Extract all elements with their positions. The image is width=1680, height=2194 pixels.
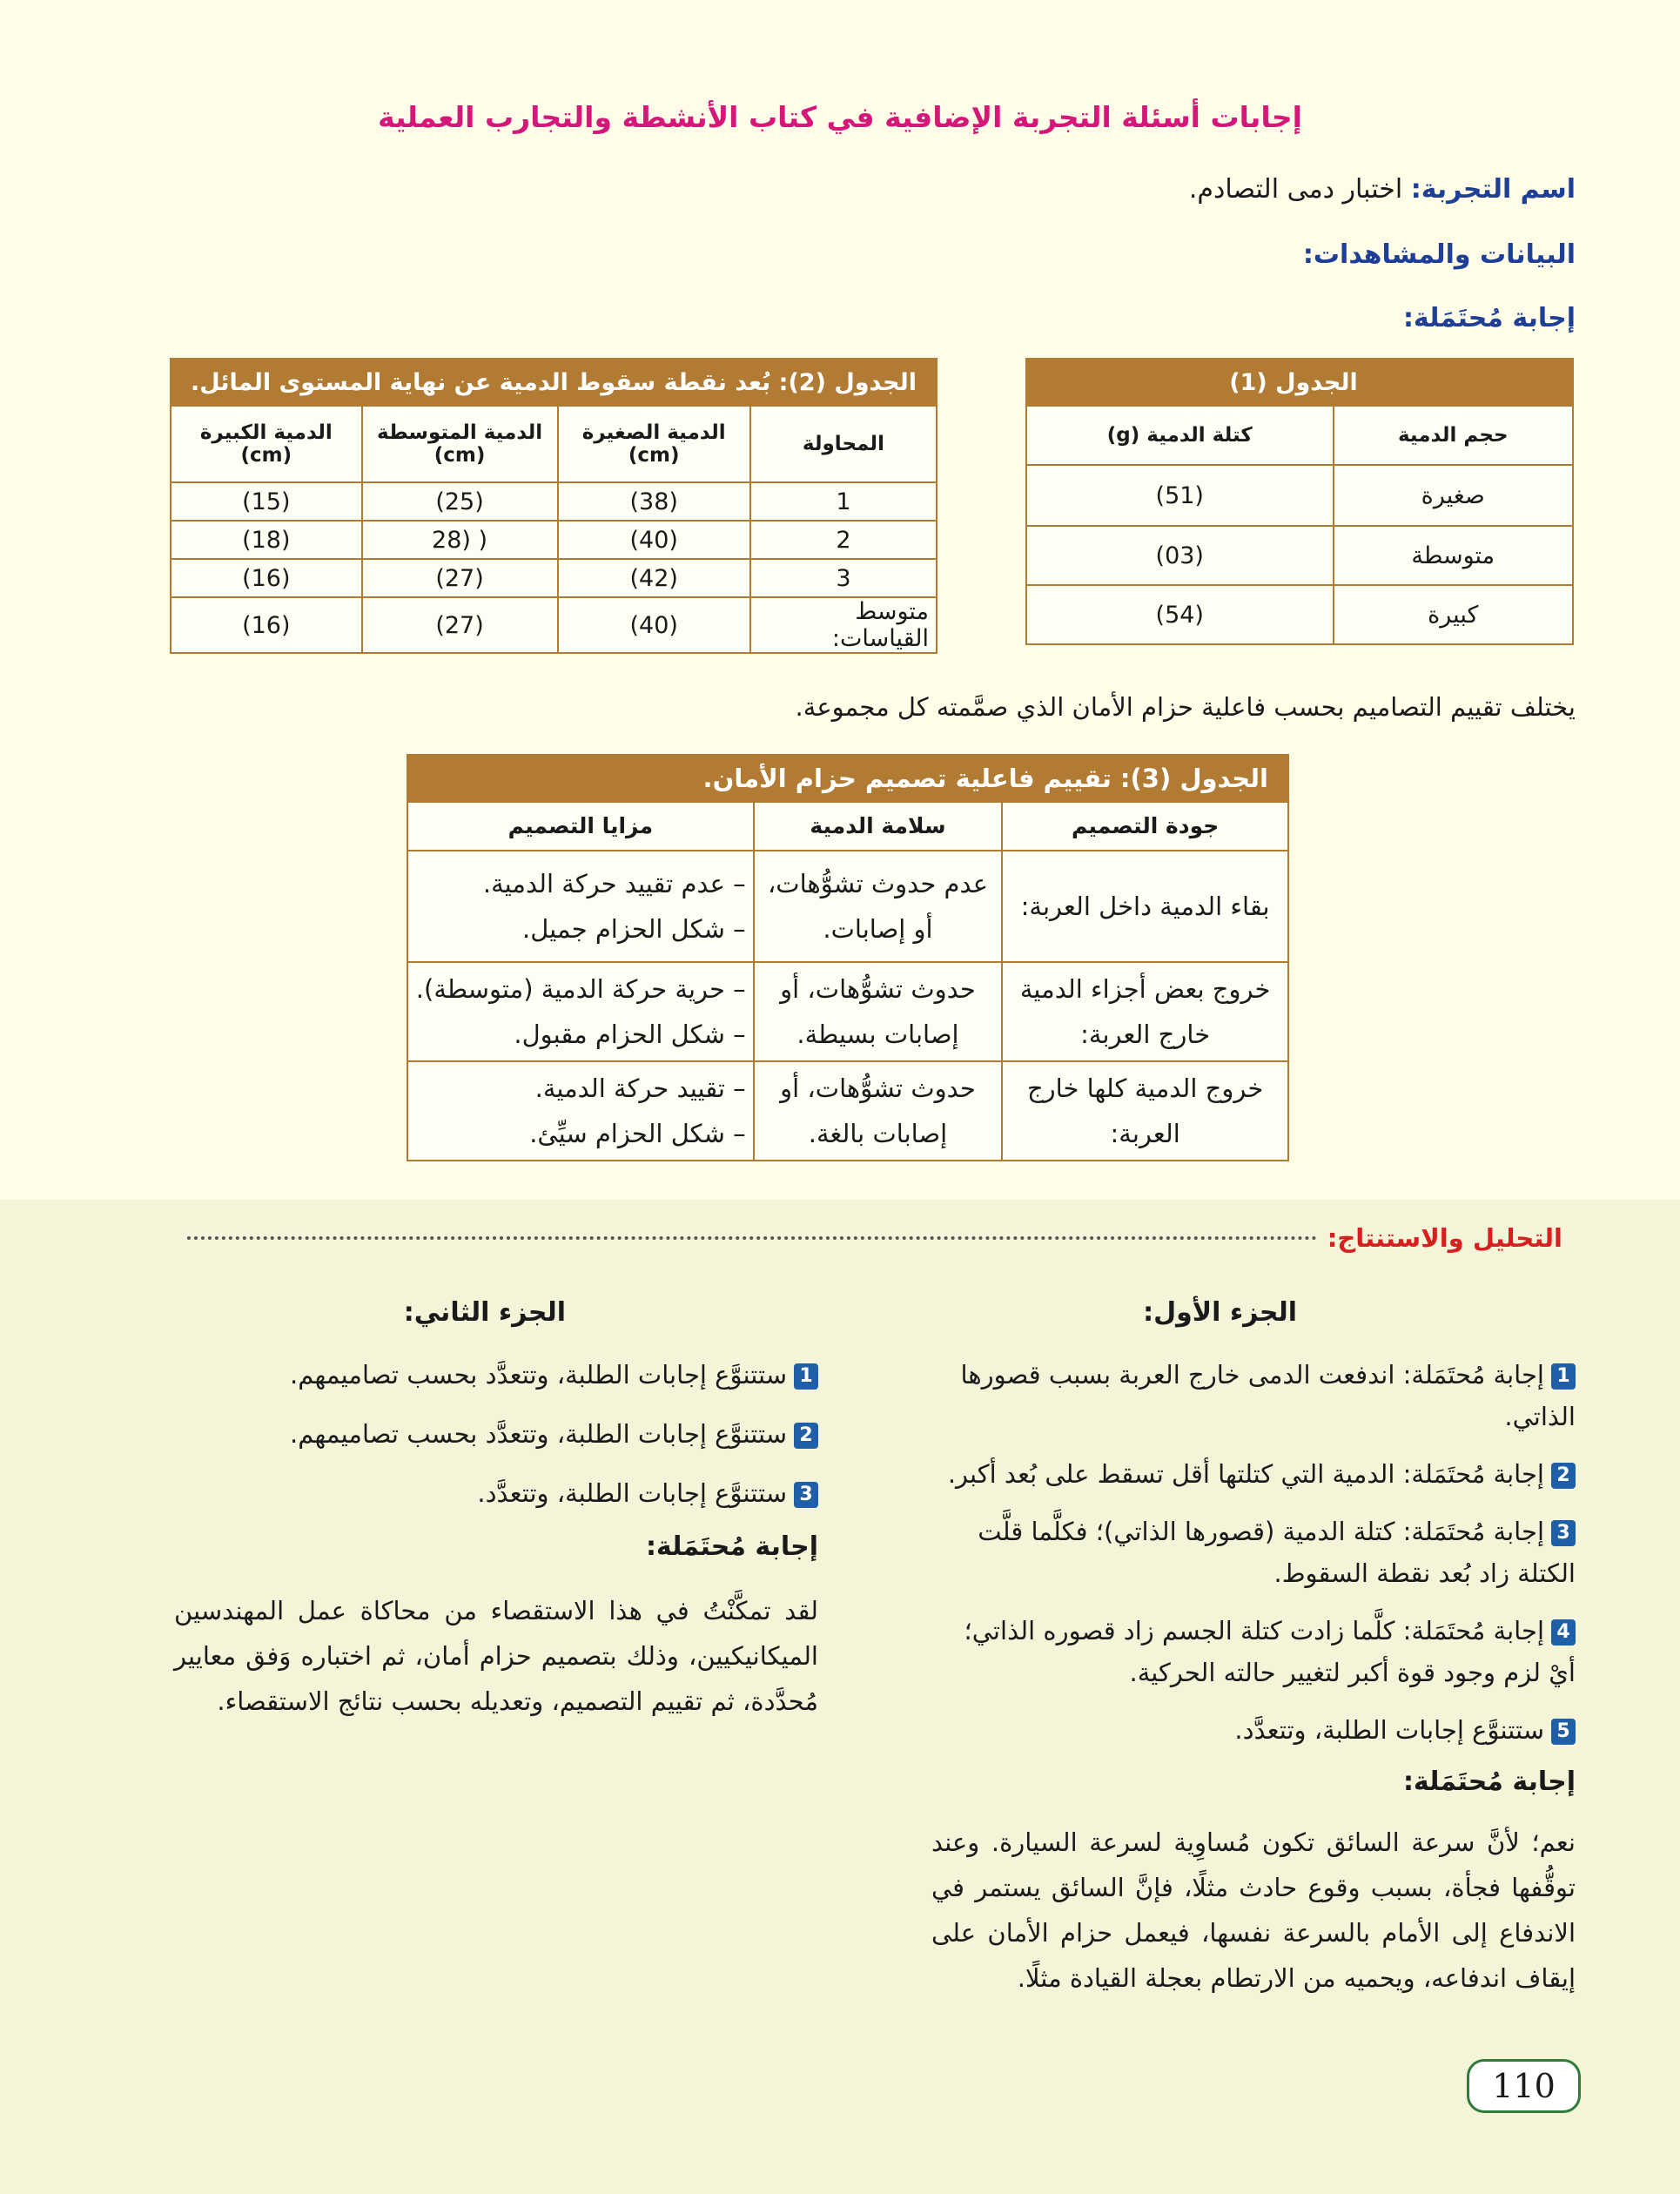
- list-item: [931, 1453, 1576, 1495]
- table-cell: (54): [1026, 585, 1334, 644]
- dotted-divider: [187, 1236, 1345, 1240]
- item-number-badge: 1: [1551, 1363, 1576, 1390]
- list-item: [174, 1354, 818, 1396]
- part-2-answer-text: لقد تمكَّنْتُ في هذا الاستقصاء من محاكاة عمل المهندسين الميكانيكيين، وذلك بتصميم حزام أمان، ثم اختباره وَفق معايير مُحدَّدة، ثم تقييم التصميم، وتعديله بحسب نتائج الاستقصاء.: [174, 1596, 818, 1716]
- table-3-header: سلامة الدمية: [754, 802, 1003, 851]
- list-item: [931, 1511, 1576, 1594]
- item-number-badge: 4: [1551, 1619, 1576, 1646]
- list-item: [931, 1610, 1576, 1693]
- table-row: [407, 1061, 1288, 1161]
- item-number-badge: 3: [1551, 1520, 1576, 1546]
- page-number: 110: [1467, 2059, 1581, 2113]
- part-2-list: [174, 1354, 818, 1724]
- list-item: [931, 1709, 1576, 1751]
- table-cell: 1: [750, 482, 937, 521]
- table-1: [1025, 358, 1574, 645]
- table-2: [170, 358, 937, 654]
- part-2-answer-label: إجابة مُحتَمَلة:: [645, 1531, 818, 1562]
- table-cell: (38): [558, 482, 750, 521]
- table-row: [171, 521, 937, 559]
- table-cell: – تقييد حركة الدمية. – شكل الحزام سيِّئ.: [407, 1061, 754, 1161]
- table-cell: حدوث تشوُّهات، أو إصابات بسيطة.: [754, 962, 1003, 1061]
- table-cell: كبيرة: [1334, 585, 1574, 644]
- item-text: ستتنوَّع إجابات الطلبة، وتتعدَّد بحسب تصاميمهم.: [290, 1360, 787, 1390]
- table-cell: حدوث تشوُّهات، أو إصابات بالغة.: [754, 1061, 1003, 1161]
- list-item: [174, 1472, 818, 1514]
- table-3-caption: الجدول (3): تقييم فاعلية تصميم حزام الأمان.: [407, 755, 1288, 802]
- table-cell: (16): [171, 597, 362, 653]
- part-1-answer-text: نعم؛ لأنَّ سرعة السائق تكون مُساوِية لسرعة السيارة. وعند توقُّفها فجأة، بسبب وقوع حادث مثلًا، فإنَّ السائق يستمر في الاندفاع إلى الأمام بالسرعة نفسها، فيعمل حزام الأمان على إيقاف اندفاعه، ويحميه من الارتطام بعجلة القيادة مثلًا.: [931, 1827, 1576, 1993]
- table-cell: (27): [362, 559, 558, 597]
- item-text: إجابة مُحتَمَلة: كتلة الدمية (قصورها الذاتي)؛ فكلَّما قلَّت الكتلة زاد بُعد نقطة السقوط.: [978, 1517, 1576, 1588]
- table-cell: (51): [1026, 465, 1334, 526]
- item-number-badge: 3: [794, 1482, 818, 1508]
- table-2-header: المحاولة: [750, 406, 937, 482]
- table-row: [171, 482, 937, 521]
- table-2-caption: الجدول (2): بُعد نقطة سقوط الدمية عن نهاية المستوى المائل.: [171, 359, 937, 406]
- list-item: [174, 1413, 818, 1455]
- table-1-header: كتلة الدمية (g): [1026, 406, 1334, 465]
- table-cell: – عدم تقييد حركة الدمية. – شكل الحزام جميل.: [407, 851, 754, 962]
- item-text: إجابة مُحتَمَلة: الدمية التي كتلتها أقل تسقط على بُعد أكبر.: [947, 1459, 1544, 1489]
- item-text: إجابة مُحتَمَلة: كلَّما زادت كتلة الجسم زاد قصوره الذاتي؛ أيْ لزم وجود قوة أكبر لتغيير حالته الحركية.: [964, 1616, 1576, 1687]
- part-1-list: [931, 1354, 1576, 2001]
- table-row: [171, 597, 937, 653]
- part-2-title: الجزء الثاني:: [403, 1297, 566, 1328]
- list-item: [931, 1354, 1576, 1437]
- item-number-badge: 2: [1551, 1463, 1576, 1489]
- table-cell: (03): [1026, 526, 1334, 585]
- item-text: إجابة مُحتَمَلة: اندفعت الدمى خارج العربة بسبب قصورها الذاتي.: [960, 1360, 1576, 1431]
- table-row: [1026, 465, 1573, 526]
- table-1-caption: الجدول (1): [1026, 359, 1573, 406]
- item-text: ستتنوَّع إجابات الطلبة، وتتعدَّد بحسب تصاميمهم.: [290, 1419, 787, 1449]
- table-cell: خروج بعض أجزاء الدمية خارج العربة:: [1002, 962, 1288, 1061]
- table-cell: صغيرة: [1334, 465, 1574, 526]
- page-title: إجابات أسئلة التجربة الإضافية في كتاب الأنشطة والتجارب العملية: [378, 100, 1302, 134]
- table-3-header: مزايا التصميم: [407, 802, 754, 851]
- experiment-value: اختبار دمى التصادم.: [1188, 174, 1403, 205]
- table-cell: – حرية حركة الدمية (متوسطة). – شكل الحزام مقبول.: [407, 962, 754, 1061]
- analysis-heading: التحليل والاستنتاج:: [1319, 1223, 1562, 1253]
- table-cell: (42): [558, 559, 750, 597]
- part-1-title: الجزء الأول:: [1143, 1297, 1297, 1328]
- table-cell: عدم حدوث تشوُّهات، أو إصابات.: [754, 851, 1003, 962]
- experiment-line: [1189, 174, 1576, 205]
- table-cell: 3: [750, 559, 937, 597]
- table-1-header: حجم الدمية: [1334, 406, 1574, 465]
- table-cell: (25): [362, 482, 558, 521]
- table-row: [171, 559, 937, 597]
- item-number-badge: 5: [1551, 1719, 1576, 1745]
- item-text: ستتنوَّع إجابات الطلبة، وتتعدَّد.: [477, 1478, 787, 1508]
- evaluation-note: يختلف تقييم التصاميم بحسب فاعلية حزام الأمان الذي صمَّمته كل مجموعة.: [795, 692, 1576, 722]
- table-cell: (18): [171, 521, 362, 559]
- table-row: [1026, 526, 1573, 585]
- table-cell: خروج الدمية كلها خارج العربة:: [1002, 1061, 1288, 1161]
- table-cell: (40): [558, 597, 750, 653]
- table-cell: متوسط القياسات:: [750, 597, 937, 653]
- experiment-label: اسم التجربة:: [1410, 174, 1576, 205]
- table-cell: متوسطة: [1334, 526, 1574, 585]
- table-cell: (40): [558, 521, 750, 559]
- table-2-header: الدمية المتوسطة (cm): [362, 406, 558, 482]
- table-row: [407, 851, 1288, 962]
- table-row: [407, 962, 1288, 1061]
- item-number-badge: 2: [794, 1423, 818, 1449]
- table-row: [1026, 585, 1573, 644]
- item-number-badge: 1: [794, 1363, 818, 1390]
- table-cell: بقاء الدمية داخل العربة:: [1002, 851, 1288, 962]
- part-1-answer-label: إجابة مُحتَمَلة:: [1402, 1767, 1576, 1797]
- table-cell: (15): [171, 482, 362, 521]
- item-text: ستتنوَّع إجابات الطلبة، وتتعدَّد.: [1234, 1715, 1544, 1745]
- table-3: [407, 754, 1289, 1161]
- table-2-header: الدمية الصغيرة (cm): [558, 406, 750, 482]
- table-cell: (16): [171, 559, 362, 597]
- data-observations-heading: البيانات والمشاهدات:: [1302, 239, 1576, 270]
- possible-answer-heading: إجابة مُحتَمَلة:: [1402, 303, 1576, 333]
- table-cell: (27): [362, 597, 558, 653]
- table-cell: ( (28: [362, 521, 558, 559]
- table-3-header: جودة التصميم: [1002, 802, 1288, 851]
- table-2-header: الدمية الكبيرة (cm): [171, 406, 362, 482]
- table-cell: 2: [750, 521, 937, 559]
